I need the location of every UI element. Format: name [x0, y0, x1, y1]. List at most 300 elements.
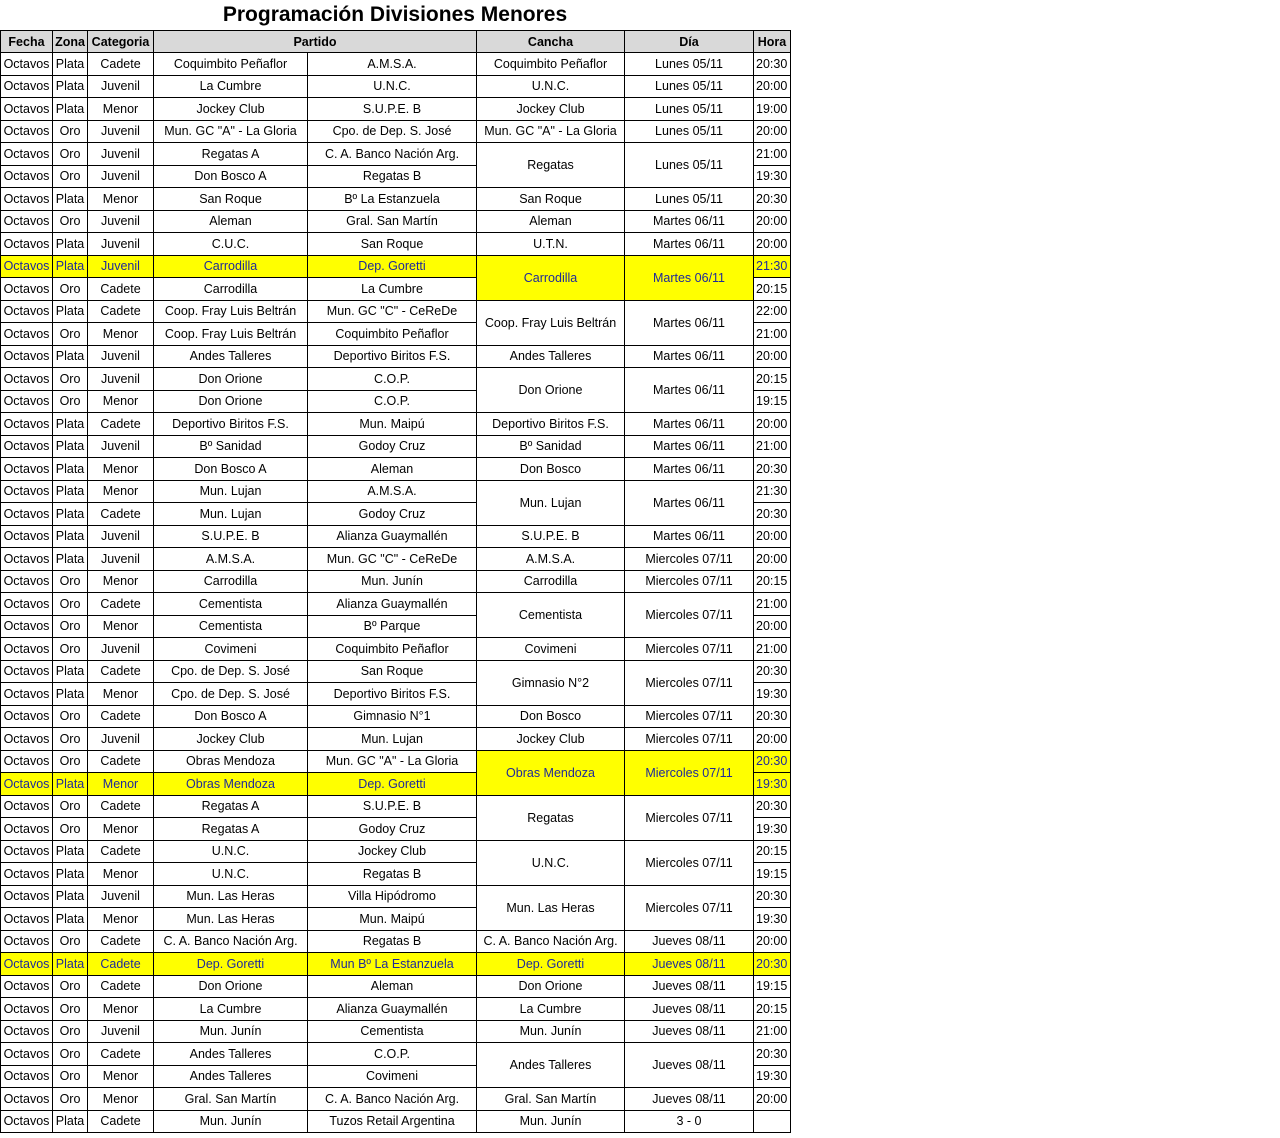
cell-fecha: Octavos [1, 255, 53, 278]
cell-local-team: Mun. Las Heras [154, 885, 308, 908]
cell-zona: Plata [53, 458, 88, 481]
cell-zona: Oro [53, 638, 88, 661]
cell-categoria: Menor [88, 458, 154, 481]
cell-local-team: Cpo. de Dep. S. José [154, 683, 308, 706]
cell-local-team: Don Bosco A [154, 165, 308, 188]
cell-local-team: Cpo. de Dep. S. José [154, 660, 308, 683]
cell-dia: Martes 06/11 [625, 255, 754, 300]
cell-visiting-team: Coquimbito Peñaflor [308, 323, 477, 346]
cell-dia: Martes 06/11 [625, 480, 754, 525]
cell-categoria: Juvenil [88, 368, 154, 391]
cell-categoria: Cadete [88, 1043, 154, 1066]
table-row [1, 233, 791, 256]
table-row [1, 1110, 791, 1133]
cell-dia: Jueves 08/11 [625, 930, 754, 953]
cell-categoria: Juvenil [88, 1020, 154, 1043]
cell-categoria: Juvenil [88, 435, 154, 458]
cell-categoria: Menor [88, 480, 154, 503]
cell-categoria: Cadete [88, 53, 154, 76]
cell-categoria: Menor [88, 570, 154, 593]
schedule-body [1, 53, 791, 1133]
cell-hora: 20:15 [754, 840, 791, 863]
cell-cancha: Mun. Las Heras [477, 885, 625, 930]
cell-fecha: Octavos [1, 638, 53, 661]
cell-categoria: Menor [88, 818, 154, 841]
cell-dia: Martes 06/11 [625, 345, 754, 368]
header-row [1, 31, 791, 53]
cell-cancha: Mun. Junín [477, 1020, 625, 1043]
cell-visiting-team: S.U.P.E. B [308, 795, 477, 818]
cell-zona: Oro [53, 390, 88, 413]
cell-fecha: Octavos [1, 705, 53, 728]
cell-hora: 20:00 [754, 615, 791, 638]
cell-local-team: Regatas A [154, 795, 308, 818]
cell-fecha: Octavos [1, 480, 53, 503]
cell-fecha: Octavos [1, 435, 53, 458]
cell-zona: Oro [53, 593, 88, 616]
table-row [1, 795, 791, 818]
cell-categoria: Cadete [88, 840, 154, 863]
table-row [1, 525, 791, 548]
cell-categoria: Menor [88, 1065, 154, 1088]
table-row [1, 975, 791, 998]
cell-hora: 20:15 [754, 570, 791, 593]
cell-zona: Plata [53, 413, 88, 436]
cell-cancha: Regatas [477, 795, 625, 840]
cell-cancha: Bº Sanidad [477, 435, 625, 458]
cell-categoria: Cadete [88, 1110, 154, 1133]
cell-visiting-team: Regatas B [308, 165, 477, 188]
table-row [1, 885, 791, 908]
cell-hora: 21:00 [754, 143, 791, 166]
cell-categoria: Cadete [88, 503, 154, 526]
cell-fecha: Octavos [1, 53, 53, 76]
cell-dia: Martes 06/11 [625, 368, 754, 413]
cell-zona: Plata [53, 255, 88, 278]
cell-local-team: Andes Talleres [154, 1043, 308, 1066]
header-fecha: Fecha [1, 31, 53, 53]
cell-hora: 21:00 [754, 323, 791, 346]
cell-categoria: Juvenil [88, 210, 154, 233]
cell-dia: Miercoles 07/11 [625, 728, 754, 751]
cell-categoria: Juvenil [88, 525, 154, 548]
cell-zona: Plata [53, 1110, 88, 1133]
cell-fecha: Octavos [1, 120, 53, 143]
cell-categoria: Menor [88, 390, 154, 413]
table-row [1, 345, 791, 368]
cell-fecha: Octavos [1, 458, 53, 481]
cell-fecha: Octavos [1, 773, 53, 796]
table-row [1, 840, 791, 863]
table-row [1, 593, 791, 616]
table-row [1, 368, 791, 391]
cell-dia: Martes 06/11 [625, 300, 754, 345]
cell-dia: Martes 06/11 [625, 413, 754, 436]
cell-visiting-team: Godoy Cruz [308, 818, 477, 841]
cell-categoria: Juvenil [88, 143, 154, 166]
cell-visiting-team: Aleman [308, 975, 477, 998]
cell-fecha: Octavos [1, 1043, 53, 1066]
cell-dia: Martes 06/11 [625, 435, 754, 458]
cell-zona: Oro [53, 998, 88, 1021]
cell-hora: 19:15 [754, 863, 791, 886]
cell-cancha: Gimnasio N°2 [477, 660, 625, 705]
cell-hora: 19:30 [754, 818, 791, 841]
cell-fecha: Octavos [1, 143, 53, 166]
cell-visiting-team: Cpo. de Dep. S. José [308, 120, 477, 143]
cell-local-team: La Cumbre [154, 75, 308, 98]
cell-zona: Plata [53, 953, 88, 976]
cell-hora: 21:30 [754, 480, 791, 503]
cell-zona: Plata [53, 188, 88, 211]
cell-categoria: Juvenil [88, 120, 154, 143]
cell-local-team: U.N.C. [154, 863, 308, 886]
cell-dia: Lunes 05/11 [625, 98, 754, 121]
cell-visiting-team: Regatas B [308, 863, 477, 886]
cell-categoria: Juvenil [88, 728, 154, 751]
cell-hora: 21:00 [754, 1020, 791, 1043]
table-row [1, 458, 791, 481]
cell-dia: Lunes 05/11 [625, 188, 754, 211]
cell-local-team: Regatas A [154, 143, 308, 166]
table-row [1, 188, 791, 211]
cell-visiting-team: Gral. San Martín [308, 210, 477, 233]
cell-zona: Plata [53, 98, 88, 121]
cell-fecha: Octavos [1, 1110, 53, 1133]
cell-categoria: Juvenil [88, 255, 154, 278]
cell-dia: Martes 06/11 [625, 525, 754, 548]
cell-fecha: Octavos [1, 98, 53, 121]
cell-visiting-team: Covimeni [308, 1065, 477, 1088]
cell-cancha: Regatas [477, 143, 625, 188]
cell-visiting-team: Alianza Guaymallén [308, 998, 477, 1021]
cell-hora: 20:30 [754, 53, 791, 76]
cell-local-team: S.U.P.E. B [154, 525, 308, 548]
cell-zona: Oro [53, 1043, 88, 1066]
cell-visiting-team: Mun. Lujan [308, 728, 477, 751]
cell-fecha: Octavos [1, 795, 53, 818]
cell-categoria: Cadete [88, 278, 154, 301]
cell-hora: 19:30 [754, 1065, 791, 1088]
cell-cancha: Covimeni [477, 638, 625, 661]
cell-visiting-team: Mun Bº La Estanzuela [308, 953, 477, 976]
cell-visiting-team: Villa Hipódromo [308, 885, 477, 908]
cell-hora: 20:00 [754, 210, 791, 233]
cell-fecha: Octavos [1, 570, 53, 593]
cell-hora: 20:00 [754, 233, 791, 256]
cell-cancha: Aleman [477, 210, 625, 233]
schedule-table [0, 30, 791, 1133]
cell-categoria: Juvenil [88, 548, 154, 571]
cell-zona: Oro [53, 930, 88, 953]
cell-local-team: Aleman [154, 210, 308, 233]
cell-zona: Oro [53, 143, 88, 166]
header-dia: Día [625, 31, 754, 53]
cell-cancha: A.M.S.A. [477, 548, 625, 571]
cell-zona: Plata [53, 548, 88, 571]
cell-visiting-team: Alianza Guaymallén [308, 525, 477, 548]
cell-visiting-team: Deportivo Biritos F.S. [308, 345, 477, 368]
table-row [1, 413, 791, 436]
cell-zona: Oro [53, 570, 88, 593]
cell-visiting-team: Gimnasio N°1 [308, 705, 477, 728]
cell-zona: Oro [53, 1020, 88, 1043]
cell-local-team: Gral. San Martín [154, 1088, 308, 1111]
cell-hora: 20:00 [754, 525, 791, 548]
cell-dia: Miercoles 07/11 [625, 705, 754, 728]
cell-categoria: Menor [88, 98, 154, 121]
cell-categoria: Juvenil [88, 638, 154, 661]
cell-visiting-team: Mun. Maipú [308, 908, 477, 931]
cell-categoria: Cadete [88, 300, 154, 323]
cell-zona: Oro [53, 615, 88, 638]
cell-dia: Jueves 08/11 [625, 975, 754, 998]
cell-hora: 20:30 [754, 885, 791, 908]
cell-categoria: Cadete [88, 593, 154, 616]
cell-fecha: Octavos [1, 503, 53, 526]
cell-hora: 20:30 [754, 458, 791, 481]
cell-zona: Plata [53, 660, 88, 683]
cell-local-team: Obras Mendoza [154, 773, 308, 796]
cell-zona: Plata [53, 53, 88, 76]
cell-visiting-team: Coquimbito Peñaflor [308, 638, 477, 661]
table-row [1, 638, 791, 661]
cell-local-team: Covimeni [154, 638, 308, 661]
cell-dia: Miercoles 07/11 [625, 840, 754, 885]
cell-fecha: Octavos [1, 165, 53, 188]
cell-hora: 20:30 [754, 750, 791, 773]
cell-categoria: Menor [88, 863, 154, 886]
cell-zona: Oro [53, 120, 88, 143]
cell-local-team: Deportivo Biritos F.S. [154, 413, 308, 436]
cell-fecha: Octavos [1, 188, 53, 211]
cell-hora: 20:30 [754, 660, 791, 683]
cell-hora: 20:30 [754, 953, 791, 976]
cell-hora: 19:30 [754, 908, 791, 931]
table-row [1, 1043, 791, 1066]
cell-hora: 20:00 [754, 548, 791, 571]
cell-fecha: Octavos [1, 413, 53, 436]
cell-cancha: Don Orione [477, 975, 625, 998]
cell-local-team: Andes Talleres [154, 1065, 308, 1088]
cell-hora: 20:00 [754, 930, 791, 953]
header-hora: Hora [754, 31, 791, 53]
cell-cancha: Carrodilla [477, 255, 625, 300]
table-row [1, 480, 791, 503]
cell-cancha: U.T.N. [477, 233, 625, 256]
cell-hora: 20:15 [754, 368, 791, 391]
cell-local-team: Don Orione [154, 975, 308, 998]
cell-fecha: Octavos [1, 750, 53, 773]
cell-cancha: Coop. Fray Luis Beltrán [477, 300, 625, 345]
cell-fecha: Octavos [1, 323, 53, 346]
cell-dia: 3 - 0 [625, 1110, 754, 1133]
cell-fecha: Octavos [1, 233, 53, 256]
cell-fecha: Octavos [1, 278, 53, 301]
table-row [1, 143, 791, 166]
header-partido: Partido [154, 31, 477, 53]
header-categoria: Categoria [88, 31, 154, 53]
cell-local-team: Regatas A [154, 818, 308, 841]
cell-dia: Miercoles 07/11 [625, 660, 754, 705]
cell-fecha: Octavos [1, 953, 53, 976]
cell-visiting-team: Mun. Junín [308, 570, 477, 593]
cell-cancha: Mun. Lujan [477, 480, 625, 525]
cell-cancha: Coquimbito Peñaflor [477, 53, 625, 76]
cell-dia: Jueves 08/11 [625, 998, 754, 1021]
cell-hora: 21:00 [754, 435, 791, 458]
cell-zona: Plata [53, 683, 88, 706]
cell-visiting-team: Bº Parque [308, 615, 477, 638]
table-row [1, 255, 791, 278]
cell-cancha: Obras Mendoza [477, 750, 625, 795]
cell-visiting-team: Jockey Club [308, 840, 477, 863]
cell-zona: Oro [53, 728, 88, 751]
cell-fecha: Octavos [1, 390, 53, 413]
cell-categoria: Menor [88, 615, 154, 638]
cell-hora: 22:00 [754, 300, 791, 323]
cell-zona: Plata [53, 75, 88, 98]
cell-zona: Oro [53, 368, 88, 391]
cell-zona: Plata [53, 908, 88, 931]
cell-categoria: Cadete [88, 975, 154, 998]
cell-categoria: Juvenil [88, 885, 154, 908]
header-cancha: Cancha [477, 31, 625, 53]
cell-local-team: Don Bosco A [154, 705, 308, 728]
cell-zona: Oro [53, 975, 88, 998]
cell-hora: 20:15 [754, 998, 791, 1021]
cell-hora: 20:15 [754, 278, 791, 301]
table-row [1, 728, 791, 751]
cell-categoria: Cadete [88, 413, 154, 436]
cell-local-team: San Roque [154, 188, 308, 211]
cell-zona: Plata [53, 300, 88, 323]
cell-local-team: Don Bosco A [154, 458, 308, 481]
cell-fecha: Octavos [1, 300, 53, 323]
cell-dia: Jueves 08/11 [625, 1043, 754, 1088]
cell-fecha: Octavos [1, 368, 53, 391]
cell-visiting-team: Cementista [308, 1020, 477, 1043]
page-title: Programación Divisiones Menores [222, 3, 568, 26]
cell-categoria: Menor [88, 1088, 154, 1111]
cell-hora: 19:15 [754, 390, 791, 413]
cell-visiting-team: Regatas B [308, 930, 477, 953]
cell-visiting-team: C.O.P. [308, 1043, 477, 1066]
cell-local-team: Mun. Lujan [154, 503, 308, 526]
cell-zona: Oro [53, 750, 88, 773]
cell-categoria: Menor [88, 998, 154, 1021]
cell-hora: 19:00 [754, 98, 791, 121]
cell-dia: Miercoles 07/11 [625, 795, 754, 840]
table-row [1, 570, 791, 593]
cell-local-team: A.M.S.A. [154, 548, 308, 571]
cell-dia: Miercoles 07/11 [625, 570, 754, 593]
cell-cancha: Mun. GC "A" - La Gloria [477, 120, 625, 143]
cell-fecha: Octavos [1, 908, 53, 931]
cell-dia: Lunes 05/11 [625, 143, 754, 188]
cell-local-team: Mun. Lujan [154, 480, 308, 503]
table-row [1, 210, 791, 233]
cell-fecha: Octavos [1, 818, 53, 841]
cell-zona: Plata [53, 480, 88, 503]
cell-visiting-team: U.N.C. [308, 75, 477, 98]
table-row [1, 435, 791, 458]
cell-hora: 19:30 [754, 683, 791, 706]
cell-categoria: Juvenil [88, 75, 154, 98]
cell-visiting-team: S.U.P.E. B [308, 98, 477, 121]
cell-hora: 20:30 [754, 1043, 791, 1066]
cell-cancha: La Cumbre [477, 998, 625, 1021]
cell-hora: 20:00 [754, 345, 791, 368]
cell-dia: Miercoles 07/11 [625, 885, 754, 930]
cell-cancha: Andes Talleres [477, 345, 625, 368]
cell-zona: Oro [53, 705, 88, 728]
cell-dia: Martes 06/11 [625, 458, 754, 481]
cell-local-team: Obras Mendoza [154, 750, 308, 773]
cell-cancha: Gral. San Martín [477, 1088, 625, 1111]
cell-local-team: Cementista [154, 615, 308, 638]
cell-cancha: C. A. Banco Nación Arg. [477, 930, 625, 953]
cell-zona: Oro [53, 795, 88, 818]
cell-local-team: Jockey Club [154, 728, 308, 751]
cell-visiting-team: C.O.P. [308, 368, 477, 391]
table-row [1, 548, 791, 571]
cell-categoria: Menor [88, 323, 154, 346]
cell-categoria: Cadete [88, 660, 154, 683]
cell-fecha: Octavos [1, 548, 53, 571]
cell-zona: Oro [53, 1065, 88, 1088]
cell-visiting-team: A.M.S.A. [308, 53, 477, 76]
cell-visiting-team: C.O.P. [308, 390, 477, 413]
cell-zona: Plata [53, 773, 88, 796]
cell-visiting-team: Alianza Guaymallén [308, 593, 477, 616]
cell-local-team: Coquimbito Peñaflor [154, 53, 308, 76]
cell-categoria: Juvenil [88, 165, 154, 188]
cell-cancha: U.N.C. [477, 840, 625, 885]
cell-visiting-team: Godoy Cruz [308, 503, 477, 526]
cell-hora: 21:30 [754, 255, 791, 278]
cell-visiting-team: San Roque [308, 660, 477, 683]
cell-fecha: Octavos [1, 525, 53, 548]
cell-zona: Plata [53, 840, 88, 863]
table-row [1, 1088, 791, 1111]
cell-hora: 19:15 [754, 975, 791, 998]
cell-categoria: Menor [88, 773, 154, 796]
cell-zona: Oro [53, 818, 88, 841]
cell-fecha: Octavos [1, 1088, 53, 1111]
cell-local-team: Coop. Fray Luis Beltrán [154, 323, 308, 346]
cell-zona: Oro [53, 278, 88, 301]
cell-cancha: Don Bosco [477, 705, 625, 728]
cell-cancha: Carrodilla [477, 570, 625, 593]
cell-categoria: Menor [88, 908, 154, 931]
cell-categoria: Menor [88, 683, 154, 706]
cell-local-team: Coop. Fray Luis Beltrán [154, 300, 308, 323]
cell-visiting-team: Mun. Maipú [308, 413, 477, 436]
cell-zona: Plata [53, 885, 88, 908]
cell-hora: 21:00 [754, 593, 791, 616]
cell-hora: 20:00 [754, 75, 791, 98]
cell-cancha: Andes Talleres [477, 1043, 625, 1088]
cell-dia: Miercoles 07/11 [625, 548, 754, 571]
cell-zona: Plata [53, 525, 88, 548]
cell-dia: Martes 06/11 [625, 233, 754, 256]
cell-local-team: Mun. Junín [154, 1110, 308, 1133]
cell-cancha: Mun. Junín [477, 1110, 625, 1133]
cell-hora: 20:00 [754, 120, 791, 143]
cell-hora: 21:00 [754, 638, 791, 661]
cell-local-team: Jockey Club [154, 98, 308, 121]
